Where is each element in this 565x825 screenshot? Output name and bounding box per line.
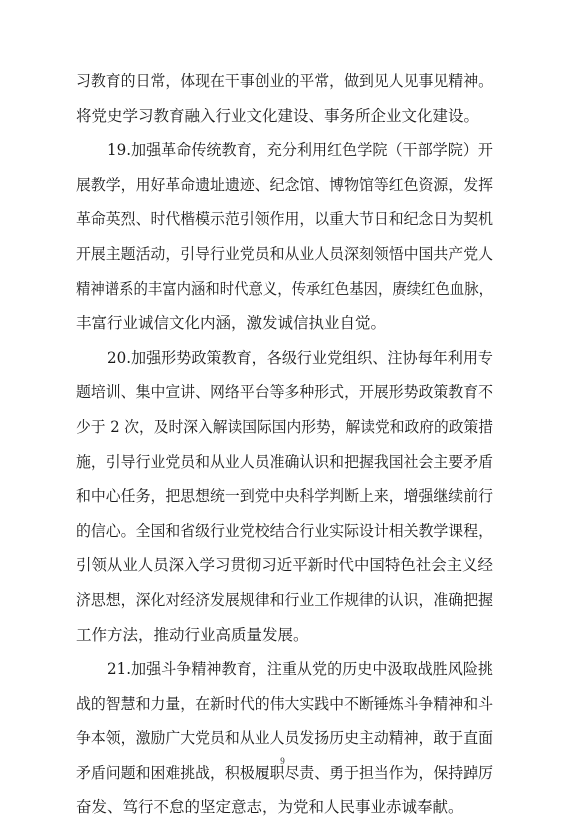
text-line: 少于 2 次，及时深入解读国际国内形势，解读党和政府的政策措	[76, 417, 493, 436]
page-number: 9	[280, 756, 285, 766]
text-line: 施，引导行业党员和从业人员准确认识和把握我国社会主要矛盾	[76, 452, 493, 471]
paragraph-20	[76, 341, 493, 652]
text-line: 将党史学习教育融入行业文化建设、事务所企业文化建设。	[76, 106, 480, 125]
text-line: 19.加强革命传统教育，充分利用红色学院（干部学院）开	[107, 141, 493, 160]
text-line: 的信心。全国和省级行业党校结合行业实际设计相关教学课程，	[76, 521, 493, 540]
text-line: 奋发、笃行不怠的坚定意志，为党和人民事业赤诚奉献。	[76, 798, 464, 817]
text-line: 习教育的日常，体现在干事创业的平常，做到见人见事见精神。	[76, 72, 493, 90]
paragraph-19	[76, 133, 493, 341]
page-body	[76, 64, 493, 825]
text-line: 展教学，用好革命遗址遗迹、纪念馆、博物馆等红色资源，发挥	[76, 175, 493, 194]
text-line: 争本领，激励广大党员和从业人员发扬历史主动精神，敢于直面	[76, 729, 493, 748]
text-line: 精神谱系的丰富内涵和时代意义，传承红色基因，赓续红色血脉，	[76, 279, 493, 298]
text-line: 和中心任务，把思想统一到党中央科学判断上来，增强继续前行	[76, 487, 493, 506]
text-line: 革命英烈、时代楷模示范引领作用，以重大节日和纪念日为契机	[76, 210, 493, 229]
text-line: 引领从业人员深入学习贯彻习近平新时代中国特色社会主义经	[76, 556, 493, 575]
paragraph-21	[76, 652, 493, 825]
paragraph-continuation	[76, 64, 493, 133]
text-line: 开展主题活动，引导行业党员和从业人员深刻领悟中国共产党人	[76, 244, 493, 263]
text-line: 题培训、集中宣讲、网络平台等多种形式，开展形势政策教育不	[76, 383, 493, 402]
text-line: 工作方法，推动行业高质量发展。	[76, 625, 309, 644]
text-line: 矛盾问题和困难挑战，积极履职尽责、勇于担当作为，保持踔厉	[76, 763, 493, 782]
text-line: 战的智慧和力量，在新时代的伟大实践中不断锤炼斗争精神和斗	[76, 694, 493, 713]
text-line: 济思想，深化对经济发展规律和行业工作规律的认识，准确把握	[76, 590, 493, 609]
text-line: 20.加强形势政策教育，各级行业党组织、注协每年利用专	[107, 348, 493, 367]
text-line: 丰富行业诚信文化内涵，激发诚信执业自觉。	[76, 314, 387, 333]
text-line: 21.加强斗争精神教育，注重从党的历史中汲取战胜风险挑	[107, 660, 493, 679]
